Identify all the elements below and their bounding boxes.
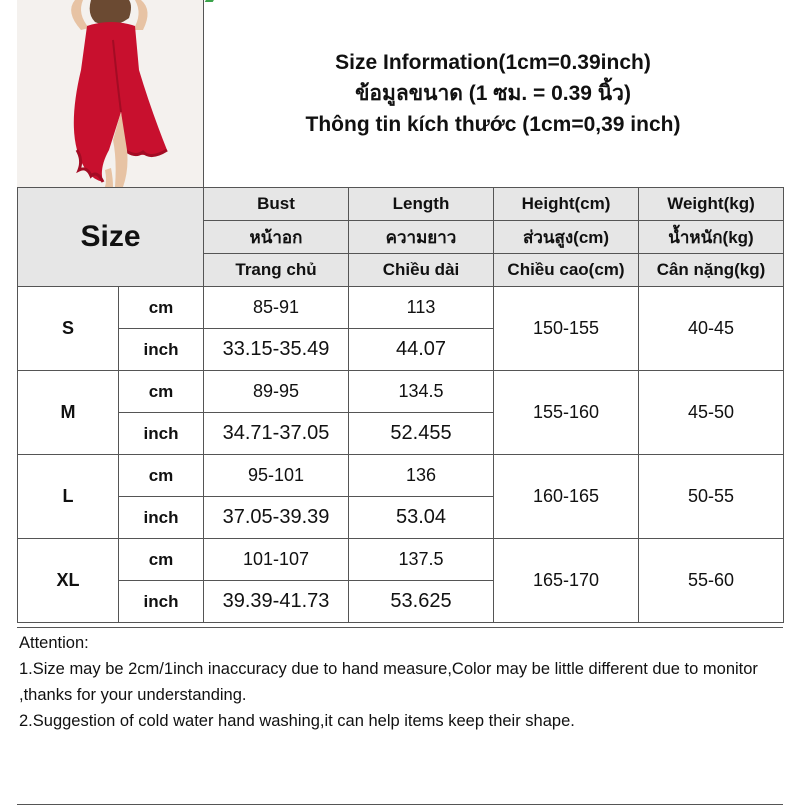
size-info-title: [203, 0, 783, 188]
header-weight: Weight(kg): [639, 188, 784, 221]
length-inch: 52.455: [349, 413, 494, 455]
size-chart-sheet: [17, 0, 783, 800]
length-inch: 44.07: [349, 329, 494, 371]
unit-inch: inch: [119, 581, 204, 623]
table-row: [18, 371, 784, 413]
header-height-thai: ส่วนสูง(cm): [494, 221, 639, 254]
unit-cm: cm: [119, 371, 204, 413]
size-label-l: L: [18, 455, 119, 539]
title-thai: ข้อมูลขนาด (1 ซม. = 0.39 นิ้ว): [355, 82, 631, 105]
bust-cm: 85-91: [204, 287, 349, 329]
weight-range: 55-60: [639, 539, 784, 623]
bust-inch: 37.05-39.39: [204, 497, 349, 539]
notes-title: Attention:: [19, 634, 89, 652]
length-inch: 53.625: [349, 581, 494, 623]
height-range: 155-160: [494, 371, 639, 455]
length-cm: 136: [349, 455, 494, 497]
product-photo: [17, 0, 204, 188]
red-dress-model-image: [17, 0, 203, 187]
unit-inch: inch: [119, 413, 204, 455]
header-height: Height(cm): [494, 188, 639, 221]
unit-cm: cm: [119, 539, 204, 581]
note-item-2: 2.Suggestion of cold water hand washing,it can help items keep their shape.: [19, 712, 575, 730]
bust-inch: 39.39-41.73: [204, 581, 349, 623]
bust-inch: 33.15-35.49: [204, 329, 349, 371]
weight-range: 50-55: [639, 455, 784, 539]
weight-range: 40-45: [639, 287, 784, 371]
title-vietnamese: Thông tin kích thước (1cm=0,39 inch): [305, 113, 681, 136]
bust-inch: 34.71-37.05: [204, 413, 349, 455]
length-cm: 137.5: [349, 539, 494, 581]
unit-cm: cm: [119, 455, 204, 497]
bust-cm: 101-107: [204, 539, 349, 581]
height-range: 150-155: [494, 287, 639, 371]
size-label-m: M: [18, 371, 119, 455]
header-length: Length: [349, 188, 494, 221]
header-bust-thai: หน้าอก: [204, 221, 349, 254]
size-column-heading: Size: [18, 188, 204, 287]
bust-cm: 89-95: [204, 371, 349, 413]
length-cm: 134.5: [349, 371, 494, 413]
table-row: [18, 287, 784, 329]
table-row: [18, 455, 784, 497]
header-bust-vietnamese: Trang chủ: [204, 254, 349, 287]
unit-inch: inch: [119, 497, 204, 539]
size-label-xl: XL: [18, 539, 119, 623]
weight-range: 45-50: [639, 371, 784, 455]
header-length-thai: ความยาว: [349, 221, 494, 254]
size-label-s: S: [18, 287, 119, 371]
header-length-vietnamese: Chiều dài: [349, 254, 494, 287]
attention-notes: [17, 627, 783, 805]
title-english: Size Information(1cm=0.39inch): [335, 51, 651, 74]
header-bust: Bust: [204, 188, 349, 221]
header-weight-vietnamese: Cân nặng(kg): [639, 254, 784, 287]
unit-inch: inch: [119, 329, 204, 371]
header-weight-thai: น้ำหนัก(kg): [639, 221, 784, 254]
header-row-english: [18, 188, 784, 221]
bust-cm: 95-101: [204, 455, 349, 497]
table-row: [18, 539, 784, 581]
length-inch: 53.04: [349, 497, 494, 539]
unit-cm: cm: [119, 287, 204, 329]
header-height-vietnamese: Chiều cao(cm): [494, 254, 639, 287]
note-item-1: 1.Size may be 2cm/1inch inaccuracy due to hand measure,Color may be little different due to monitor ,thanks for your understanding.: [19, 660, 758, 704]
size-table: [17, 187, 784, 623]
length-cm: 113: [349, 287, 494, 329]
height-range: 165-170: [494, 539, 639, 623]
height-range: 160-165: [494, 455, 639, 539]
